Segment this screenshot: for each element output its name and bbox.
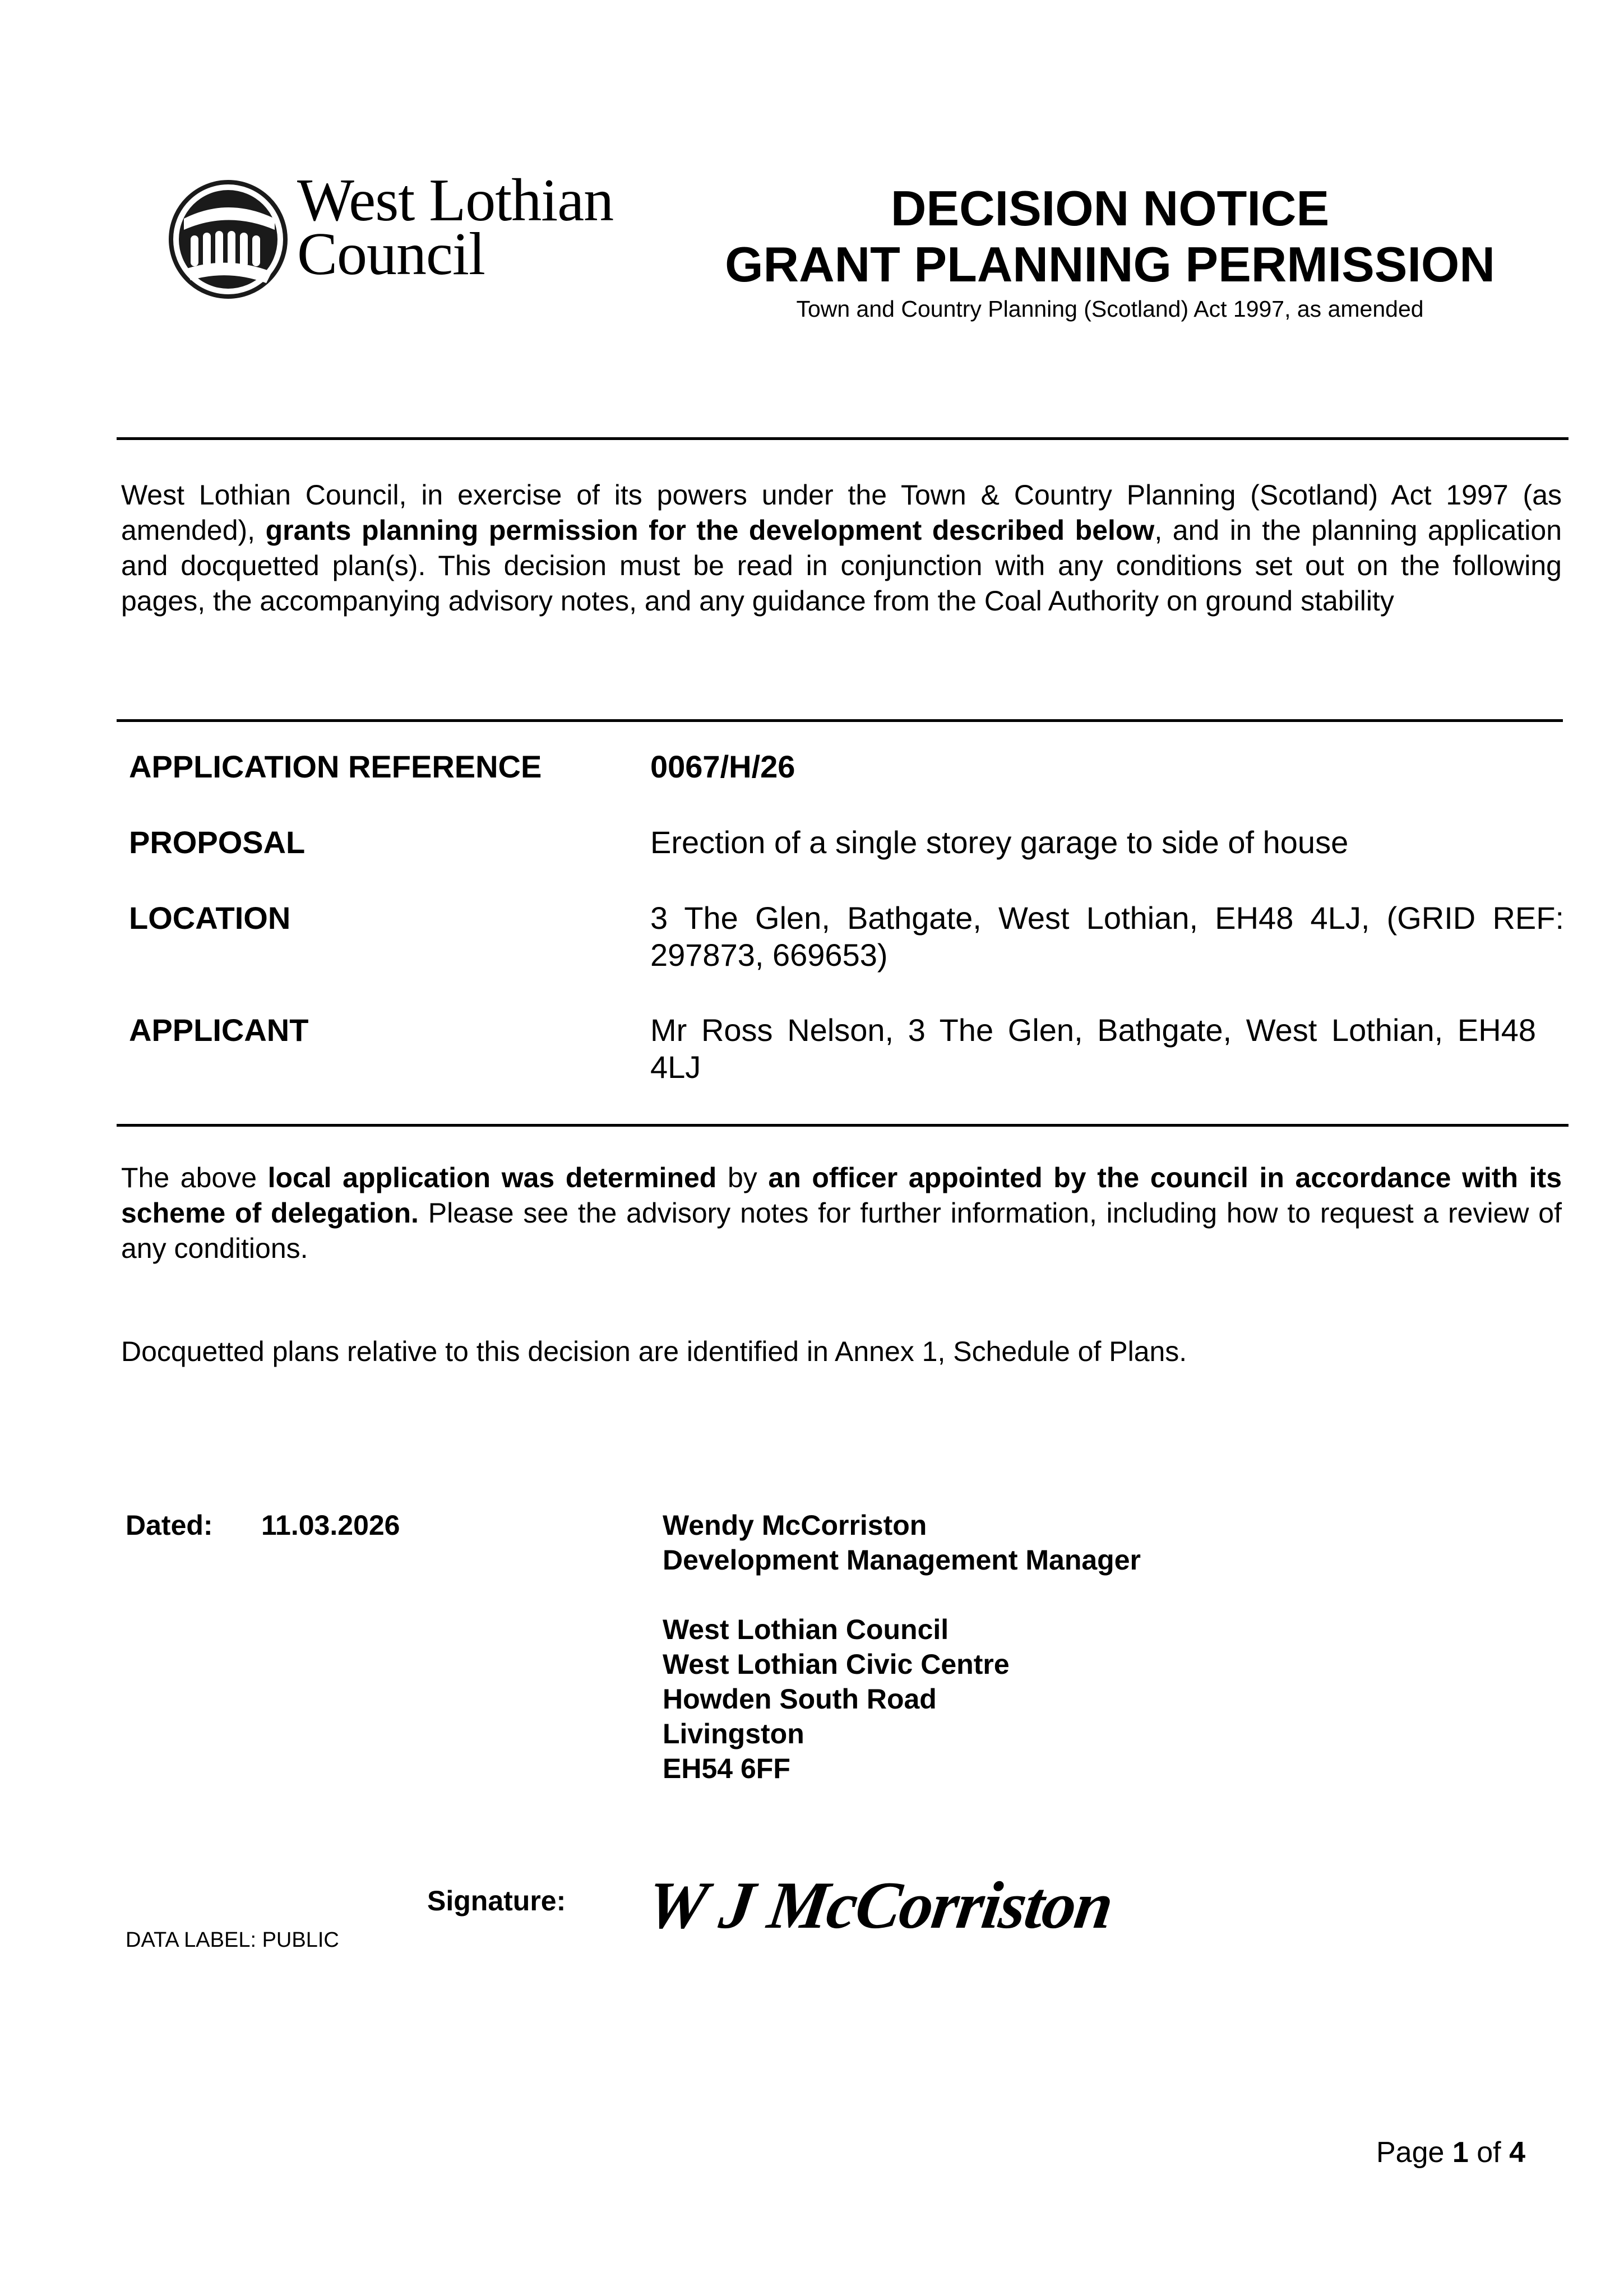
page-current: 1: [1452, 2136, 1469, 2169]
detail-label-applicant: APPLICANT: [129, 1012, 309, 1048]
determination-text-1: The above: [121, 1162, 268, 1193]
determination-text-3: Please see the advisory notes for further information, including how to request a review of any conditions.: [121, 1197, 1562, 1264]
determination-paragraph: [121, 1160, 1562, 1266]
page-total: 4: [1509, 2136, 1525, 2169]
dated-label: Dated:: [126, 1510, 213, 1541]
handwritten-signature: W J McCorriston: [642, 1868, 1117, 1942]
determination-text-2: by: [716, 1162, 769, 1193]
address-line: Howden South Road: [663, 1683, 937, 1715]
detail-label-location: LOCATION: [129, 900, 291, 936]
council-logo-text: [297, 167, 614, 288]
page-number: [1376, 2136, 1525, 2169]
address-line: EH54 6FF: [663, 1753, 790, 1784]
address-line: West Lothian Civic Centre: [663, 1649, 1010, 1680]
logo-line2: Council: [297, 221, 485, 288]
page-subtitle-main: GRANT PLANNING PERMISSION: [725, 237, 1495, 292]
detail-label-reference: APPLICATION REFERENCE: [129, 749, 542, 784]
intro-text-1: West Lothian Council, in exercise of its powers under the Town & Country Planning (Scotland) Act 1997 (as amended),: [121, 479, 1562, 546]
data-label: DATA LABEL: PUBLIC: [126, 1928, 339, 1952]
determination-bold-2: an officer appointed by the council in accordance with its scheme of delegation.: [121, 1162, 1562, 1229]
address-line: Livingston: [663, 1718, 804, 1749]
act-reference: Town and Country Planning (Scotland) Act 1997, as amended: [796, 296, 1424, 322]
officer-role: Development Management Manager: [663, 1544, 1141, 1576]
dated-value: 11.03.2026: [261, 1510, 400, 1541]
council-crest-icon: [168, 179, 289, 300]
intro-text-2: , and in the planning application and docquetted plan(s). This decision must be read in conjunction with any conditions set out on the following pages, the accompanying advisory notes, and any guidance from the Coal Authority on ground stability: [121, 515, 1562, 617]
council-logo: [168, 167, 628, 303]
detail-value-location: 3 The Glen, Bathgate, West Lothian, EH48 4LJ, (GRID REF: 297873, 669653): [650, 900, 1564, 973]
page-middle: of: [1468, 2136, 1510, 2169]
page-prefix: Page: [1376, 2136, 1452, 2169]
detail-value-proposal: Erection of a single storey garage to side of house: [650, 825, 1349, 860]
intro-text-bold: grants planning permission for the development described below: [265, 515, 1155, 546]
officer-name: Wendy McCorriston: [663, 1510, 927, 1541]
officer-block: [663, 1508, 1141, 1786]
detail-label-proposal: PROPOSAL: [129, 825, 306, 860]
address-line: West Lothian Council: [663, 1614, 949, 1645]
plans-note: Docquetted plans relative to this decision are identified in Annex 1, Schedule of Plans.: [121, 1336, 1187, 1367]
page-title: DECISION NOTICE: [890, 180, 1330, 236]
divider: [117, 719, 1563, 722]
detail-value-reference: 0067/H/26: [650, 749, 795, 784]
signature-label: Signature:: [427, 1885, 566, 1917]
divider: [117, 437, 1569, 440]
determination-bold-1: local application was determined: [267, 1162, 717, 1193]
logo-line1: West Lothian: [297, 167, 614, 234]
detail-value-applicant: Mr Ross Nelson, 3 The Glen, Bathgate, West Lothian, EH48 4LJ: [650, 1012, 1536, 1085]
intro-paragraph: [121, 478, 1562, 619]
divider: [117, 1124, 1569, 1127]
